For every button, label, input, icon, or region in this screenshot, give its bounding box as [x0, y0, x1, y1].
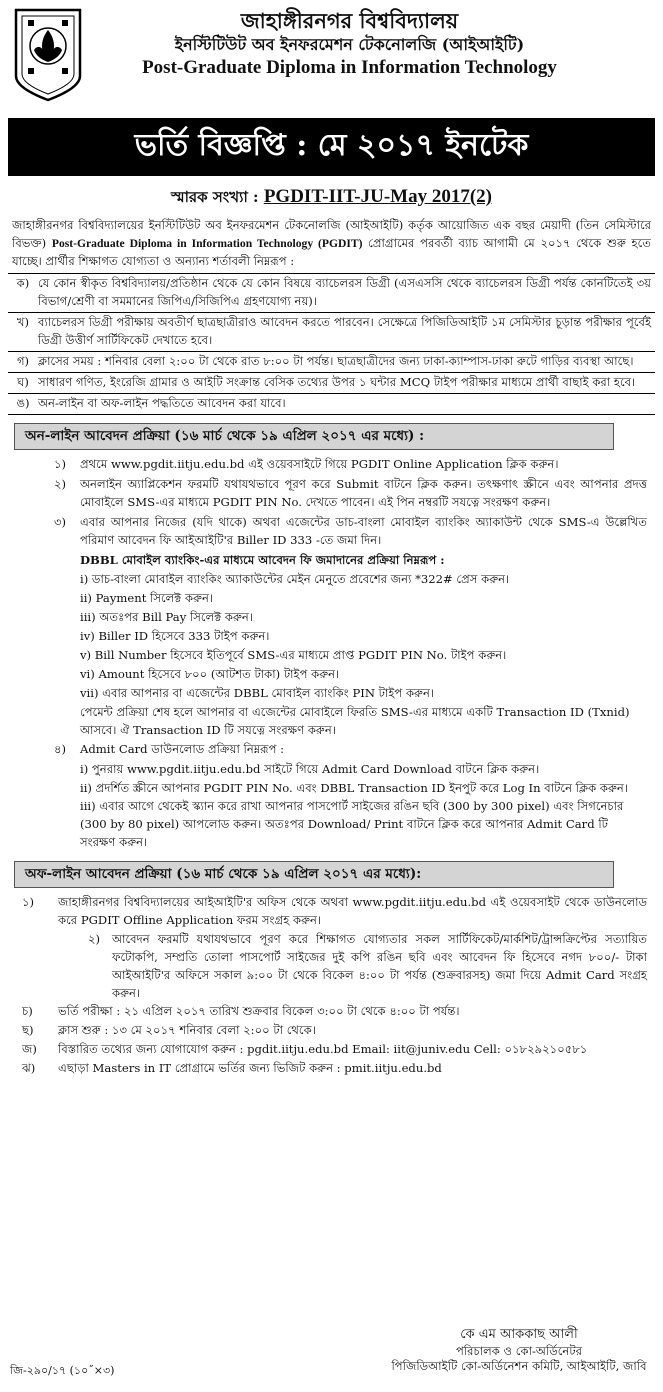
info-text: এছাড়া Masters in IT প্রোগ্রামে ভর্তির জন্য ভিজিট করুন : pmit.iitju.edu.bd — [58, 1061, 442, 1076]
criteria-marker: খ) — [16, 315, 30, 330]
admit-card-steps — [80, 761, 647, 853]
info-item — [16, 1003, 647, 1021]
info-marker: জ) — [22, 1042, 37, 1057]
signatory-title: পরিচালক ও কো-অর্ডিনেটর — [455, 1343, 583, 1358]
institute-name: ইনস্টিটিউট অব ইনফরমেশন টেকনোলজি (আইআইটি) — [174, 35, 525, 55]
criteria-list — [8, 273, 655, 415]
dbbl-step: i) ডাচ-বাংলা মোবাইল ব্যাংকিং অ্যাকাউন্টের মেইন মেনুতে প্রবেশের জন্য *322# প্রেস করুন। — [80, 571, 510, 586]
intro-text-1: জাহাঙ্গীরনগর বিশ্ববিদ্যালয়ের ইনস্টিটিউট অব ইনফরমেশন টেকনোলজি (আইআইটি) কর্তৃক আয়োজিত এক বছর মেয়াদী (তিন সেমিস্টারে বিভক্ত) — [12, 218, 651, 251]
dbbl-step: vi) Amount হিসেবে ৮০০ (আটশত টাকা) টাইপ করুন। — [80, 666, 340, 681]
memo-reference: PGDIT-IIT-JU-May 2017(2) — [263, 186, 492, 207]
criteria-text: যে কোন স্বীকৃত বিশ্ববিদ্যালয়/প্রতিষ্ঠান থেকে যে কোন বিষয়ে ব্যাচেলরস ডিগ্রী (এসএসসি থেকে ব্যাচেলরস ডিগ্রী পর্যন্ত কোনটিতেই ৩য় বিভাগ/শ্রেণী বা সমমানের জিপিএ/সিজিপিএ গ্রহণযোগ্য নয়)। — [38, 276, 651, 309]
online-step-3 — [54, 514, 647, 550]
criteria-marker: ক) — [16, 276, 30, 291]
criteria-item — [8, 273, 655, 312]
header — [8, 6, 655, 114]
admit-step: ii) প্রদর্শিত স্ক্রীনে আপনার PGDIT PIN No. এবং DBBL Transaction ID ইনপুট করে Log In বাটনে ক্লিক করুন। — [80, 780, 628, 795]
dbbl-step: vii) এবার আপনার বা এজেন্টের DBBL মোবাইল ব্যাংকিং PIN টাইপ করুন। — [80, 685, 435, 700]
info-marker: ঝ) — [22, 1061, 36, 1076]
criteria-item — [8, 393, 655, 415]
info-item — [16, 1060, 647, 1078]
criteria-text: অন-লাইন বা অফ-লাইন পদ্ধতিতে আবেদন করা যাবে। — [38, 396, 286, 411]
step-text: জাহাঙ্গীরনগর বিশ্ববিদ্যালয়ের আইআইটি'র অফিস থেকে অথবা www.pgdit.iitju.edu.bd এই ওয়েবসাইট থেকে ডাউনলোড করে PGDIT Offline Application ফরম সংগ্রহ করুন। — [58, 895, 647, 928]
intro-text-2: প্রোগ্রামের পরবর্তী ব্যাচ আগামী মে ২০১৭ থেকে শুরু হতে যাচ্ছে। প্রার্থীর শিক্ষাগত যোগ্যতা ও অন্যান্য শর্তাবলী নিম্নরূপ : — [12, 236, 651, 269]
info-text: ক্লাস শুরু : ১৩ মে ২০১৭ শনিবার বেলা ২:০০ টা থেকে। — [58, 1023, 316, 1038]
online-steps — [8, 456, 655, 852]
university-logo — [12, 6, 84, 106]
step-marker: ৪) — [54, 741, 67, 756]
dbbl-subheading: DBBL মোবাইল ব্যাংকিং-এর মাধ্যমে আবেদন ফি জমাদানের প্রক্রিয়া নিম্নরূপ : — [80, 552, 445, 567]
dbbl-step: iii) অতঃপর Bill Pay সিলেক্ট করুন। — [80, 609, 253, 624]
step-text: আবেদন ফরমটি যথাযথভাবে পূরণ করে শিক্ষাগত যোগ্যতার সকল সার্টিফিকেট/মার্কশিট/ট্রান্সক্রিপ্টের সত্যায়িত ফটোকপি, সম্প্রতি তোলা পাসপোর্ট সাইজের দুই কপি রঙিন ছবি এবং আবেদন ফি হিসেবে নগদ ৮০০/- টাকা আইআইটি'র অফিসে সকাল ৯:০০ টা থেকে বিকেল ৪:০০ টা পর্যন্ত (শুক্রবারসহ) জমা দিয়ে Admit Card সংগ্রহ করুন। — [112, 932, 647, 1001]
offline-heading: অফ-লাইন আবেদন প্রক্রিয়া (১৬ মার্চ থেকে ১৯ এপ্রিল ২০১৭ এর মধ্যে): — [14, 861, 614, 888]
criteria-marker: গ) — [16, 354, 30, 369]
dbbl-step: v) Bill Number হিসেবে ইতিপূর্বে SMS-এর মাধ্যমে প্রাপ্ত PGDIT PIN No. টাইপ করুন। — [80, 647, 507, 662]
transaction-note: পেমেন্ট প্রক্রিয়া শেষ হলে আপনার বা এজেন্টের মোবাইলে ফিরতি SMS-এর মাধ্যমে একটি Transaction ID (Txnid) আসবে। ঐ Transaction ID টি সযত্নে সংরক্ষণ করুন। — [80, 704, 630, 737]
online-step-2 — [54, 476, 647, 512]
step-marker: ৩) — [54, 514, 67, 529]
step-marker: ১) — [22, 895, 35, 910]
info-item — [16, 1041, 647, 1059]
offline-step-1 — [16, 894, 647, 930]
step-text: অনলাইন অ্যাপ্লিকেশন ফরমটি যথাযথভাবে পূরণ করে Submit বাটনে ক্লিক করুন। তৎক্ষণাৎ স্ক্রীনে এবং আপনার প্রদত্ত মোবাইলে SMS-এর মাধ্যমে PGDIT PIN No. দেখতে পাবেন। এই পিন নম্বরটি সযত্নে সংরক্ষণ করুন। — [80, 477, 647, 509]
memo-label: স্মারক সংখ্যা : — [170, 188, 259, 206]
step-text: Admit Card ডাউনলোড প্রক্রিয়া নিম্নরূপ : — [80, 741, 285, 756]
online-step-1 — [54, 456, 647, 474]
criteria-marker: ঘ) — [17, 375, 29, 390]
criteria-item — [8, 351, 655, 372]
offline-step-2 — [16, 931, 647, 1003]
online-step-4 — [54, 741, 647, 759]
step-marker: ২) — [88, 932, 101, 947]
step-marker: ২) — [54, 477, 67, 492]
dbbl-steps — [80, 571, 647, 740]
dbbl-step: ii) Payment সিলেক্ট করুন। — [80, 590, 214, 605]
criteria-text: সাধারণ গণিত, ইংরেজি গ্রামার ও আইটি সংক্রান্ত বেসিক তথ্যের উপর ১ ঘন্টার MCQ টাইপ পরীক্ষার মাধ্যমে প্রার্থী বাছাই করা হবে। — [38, 375, 636, 390]
memo-line — [8, 182, 655, 211]
criteria-text: ক্লাসের সময় : শনিবার বেলা ২:০০ টা থেকে রাত ৮:০০ টা পর্যন্ত। ছাত্রছাত্রীদের জন্য ঢাকা-ক্যাম্পাস-ঢাকা রুটে গাড়ির ব্যবস্থা আছে। — [38, 354, 634, 369]
info-marker: ছ) — [22, 1023, 34, 1038]
header-text — [84, 6, 655, 81]
program-name: Post-Graduate Diploma in Information Technology — [142, 56, 557, 78]
signatory-name: কে এম আককাছ আলী — [460, 1327, 578, 1342]
dbbl-step: iv) Biller ID হিসেবে 333 টাইপ করুন। — [80, 628, 270, 643]
university-name: জাহাঙ্গীরনগর বিশ্ববিদ্যালয় — [240, 8, 459, 33]
admit-step: i) পুনরায় www.pgdit.iitju.edu.bd সাইটে গিয়ে Admit Card Download বাটনে ক্লিক করুন। — [80, 761, 540, 776]
intro-program: Post-Graduate Diploma in Information Technology (PGDIT) — [51, 237, 363, 251]
info-item — [16, 1022, 647, 1040]
signatory-committee: পিজিডিআইটি কো-অর্ডিনেশন কমিটি, আইআইটি, জাবি — [391, 1359, 647, 1374]
signature-block — [389, 1326, 649, 1375]
criteria-item — [8, 312, 655, 351]
criteria-text: ব্যাচেলরস ডিগ্রী পরীক্ষায় অবতীর্ণ ছাত্রছাত্রীরাও আবেদন করতে পারবেন। সেক্ষেত্রে পিজিডিআইটি ১ম সেমিস্টার চূড়ান্ত পরীক্ষার পূর্বেই ডিগ্রী উত্তীর্ণ সার্টিফিকেট দেখাতে হবে। — [38, 315, 651, 348]
info-text: ভর্তি পরীক্ষা : ২১ এপ্রিল ২০১৭ তারিখ শুক্রবার বিকেল ৩:০০ টা থেকে ৪:০০ টা পর্যন্ত। — [58, 1004, 460, 1019]
info-text: বিস্তারিত তথ্যের জন্য যোগাযোগ করুন : pgdit.iitju.edu.bd Email: iit@juniv.edu Cell: ০১৮২৯২১০৫৮১ — [58, 1042, 588, 1057]
admit-step: iii) এবার আগে থেকেই স্ক্যান করে রাখা আপনার পাসপোর্ট সাইজের রঙিন ছবি (300 by 300 pixel) এবং সিগনেচার (300 by 80 pixel) আপলোড করুন। অতঃপর Download/ Print বাটনে ক্লিক করে আপনার Admit Card টি সংরক্ষণ করুন। — [80, 799, 624, 850]
online-heading: অন-লাইন আবেদন প্রক্রিয়া (১৬ মার্চ থেকে ১৯ এপ্রিল ২০১৭ এর মধ্যে) : — [14, 423, 614, 450]
criteria-marker: ঙ) — [16, 396, 30, 411]
step-text: এবার আপনার নিজের (যদি থাকে) অথবা এজেন্টের ডাচ-বাংলা মোবাইল ব্যাংকিং অ্যাকাউন্ট থেকে SMS-এ উল্লেখিত পরিমাণ আবেদন ফি আইআইটি'র Biller ID 333 -তে জমা দিন। — [80, 514, 647, 547]
print-code: জি-২৯০/১৭ (১০˝×৩) — [10, 1364, 115, 1377]
step-text: প্রথমে www.pgdit.iitju.edu.bd এই ওয়েবসাইটে গিয়ে PGDIT Online Application ক্লিক করুন। — [80, 457, 559, 472]
criteria-item — [8, 372, 655, 393]
intro-paragraph — [12, 217, 651, 271]
info-marker: চ) — [22, 1004, 33, 1019]
offline-section — [8, 894, 655, 1078]
step-marker: ১) — [54, 457, 67, 472]
notice-banner: ভর্তি বিজ্ঞপ্তি : মে ২০১৭ ইনটেক — [8, 118, 655, 176]
